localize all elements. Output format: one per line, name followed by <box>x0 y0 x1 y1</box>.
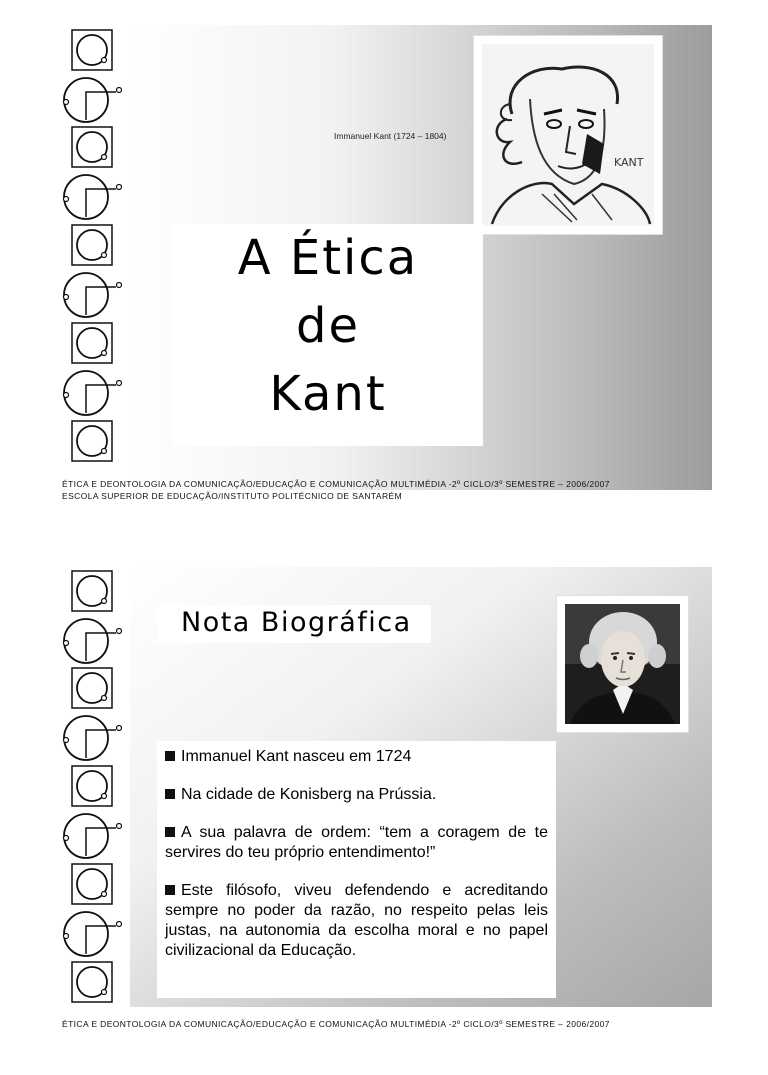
logo-mark <box>72 864 112 904</box>
slide-title-box <box>173 224 483 446</box>
logo-mark <box>64 175 122 219</box>
logo-mark <box>64 273 122 317</box>
logo-mark <box>72 225 112 265</box>
logo-mark <box>64 814 122 858</box>
school-logo-icon <box>58 569 128 1009</box>
logo-mark <box>64 619 122 663</box>
school-logo-icon <box>58 28 128 468</box>
kant-painted-portrait <box>557 596 688 732</box>
logo-mark <box>64 371 122 415</box>
title-line-1: A Ética <box>237 230 419 286</box>
logo-mark <box>72 323 112 363</box>
logo-mark <box>72 571 112 611</box>
footer-line-1: ÉTICA E DEONTOLOGIA DA COMUNICAÇÃO/EDUCAÇÃO E COMUNICAÇÃO MULTIMÉDIA -2º CICLO/3º SEMESTRE – 2006/2007 <box>62 479 610 489</box>
footer-line-1: ÉTICA E DEONTOLOGIA DA COMUNICAÇÃO/EDUCAÇÃO E COMUNICAÇÃO MULTIMÉDIA -2º CICLO/3º SEMESTRE – 2006/2007 <box>62 1019 610 1029</box>
logo-mark <box>64 912 122 956</box>
square-bullet-icon <box>165 827 175 837</box>
footer-line-2: ESCOLA SUPERIOR DE EDUCAÇÃO/INSTITUTO POLITÉCNICO DE SANTARÉM <box>62 491 403 501</box>
slide-biography <box>0 545 768 1075</box>
square-bullet-icon <box>165 751 175 761</box>
logo-mark <box>72 421 112 461</box>
list-item: A sua palavra de ordem: “tem a coragem de te servires do teu próprio entendimento!” <box>165 824 548 861</box>
logo-mark <box>72 30 112 70</box>
list-item: Immanuel Kant nasceu em 1724 <box>165 747 548 767</box>
square-bullet-icon <box>165 885 175 895</box>
square-bullet-icon <box>165 789 175 799</box>
logo-mark <box>64 716 122 760</box>
logo-mark <box>72 668 112 708</box>
logo-mark <box>64 78 122 122</box>
title-line-2: de <box>296 298 360 354</box>
title-line-3: Kant <box>269 366 387 422</box>
section-heading: Nota Biográfica <box>157 605 431 643</box>
school-logo-icon <box>58 569 128 1009</box>
portrait-caption: Immanuel Kant (1724 – 1804) <box>334 131 447 141</box>
biography-list <box>157 741 556 998</box>
slide-footer <box>62 1018 610 1030</box>
kant-sketch-portrait <box>474 36 662 234</box>
slide-footer <box>62 478 610 502</box>
logo-mark <box>72 962 112 1002</box>
slide-title <box>0 0 768 530</box>
logo-mark <box>72 127 112 167</box>
list-item: Na cidade de Konisberg na Prússia. <box>165 785 548 805</box>
logo-mark <box>72 766 112 806</box>
school-logo-icon <box>58 28 128 468</box>
sketch-signature: KANT <box>614 156 644 169</box>
list-item: Este filósofo, viveu defendendo e acreditando sempre no poder da razão, no respeito pelas leis justas, na autonomia da escolha moral e no papel civilizacional da Educação. <box>165 882 548 959</box>
